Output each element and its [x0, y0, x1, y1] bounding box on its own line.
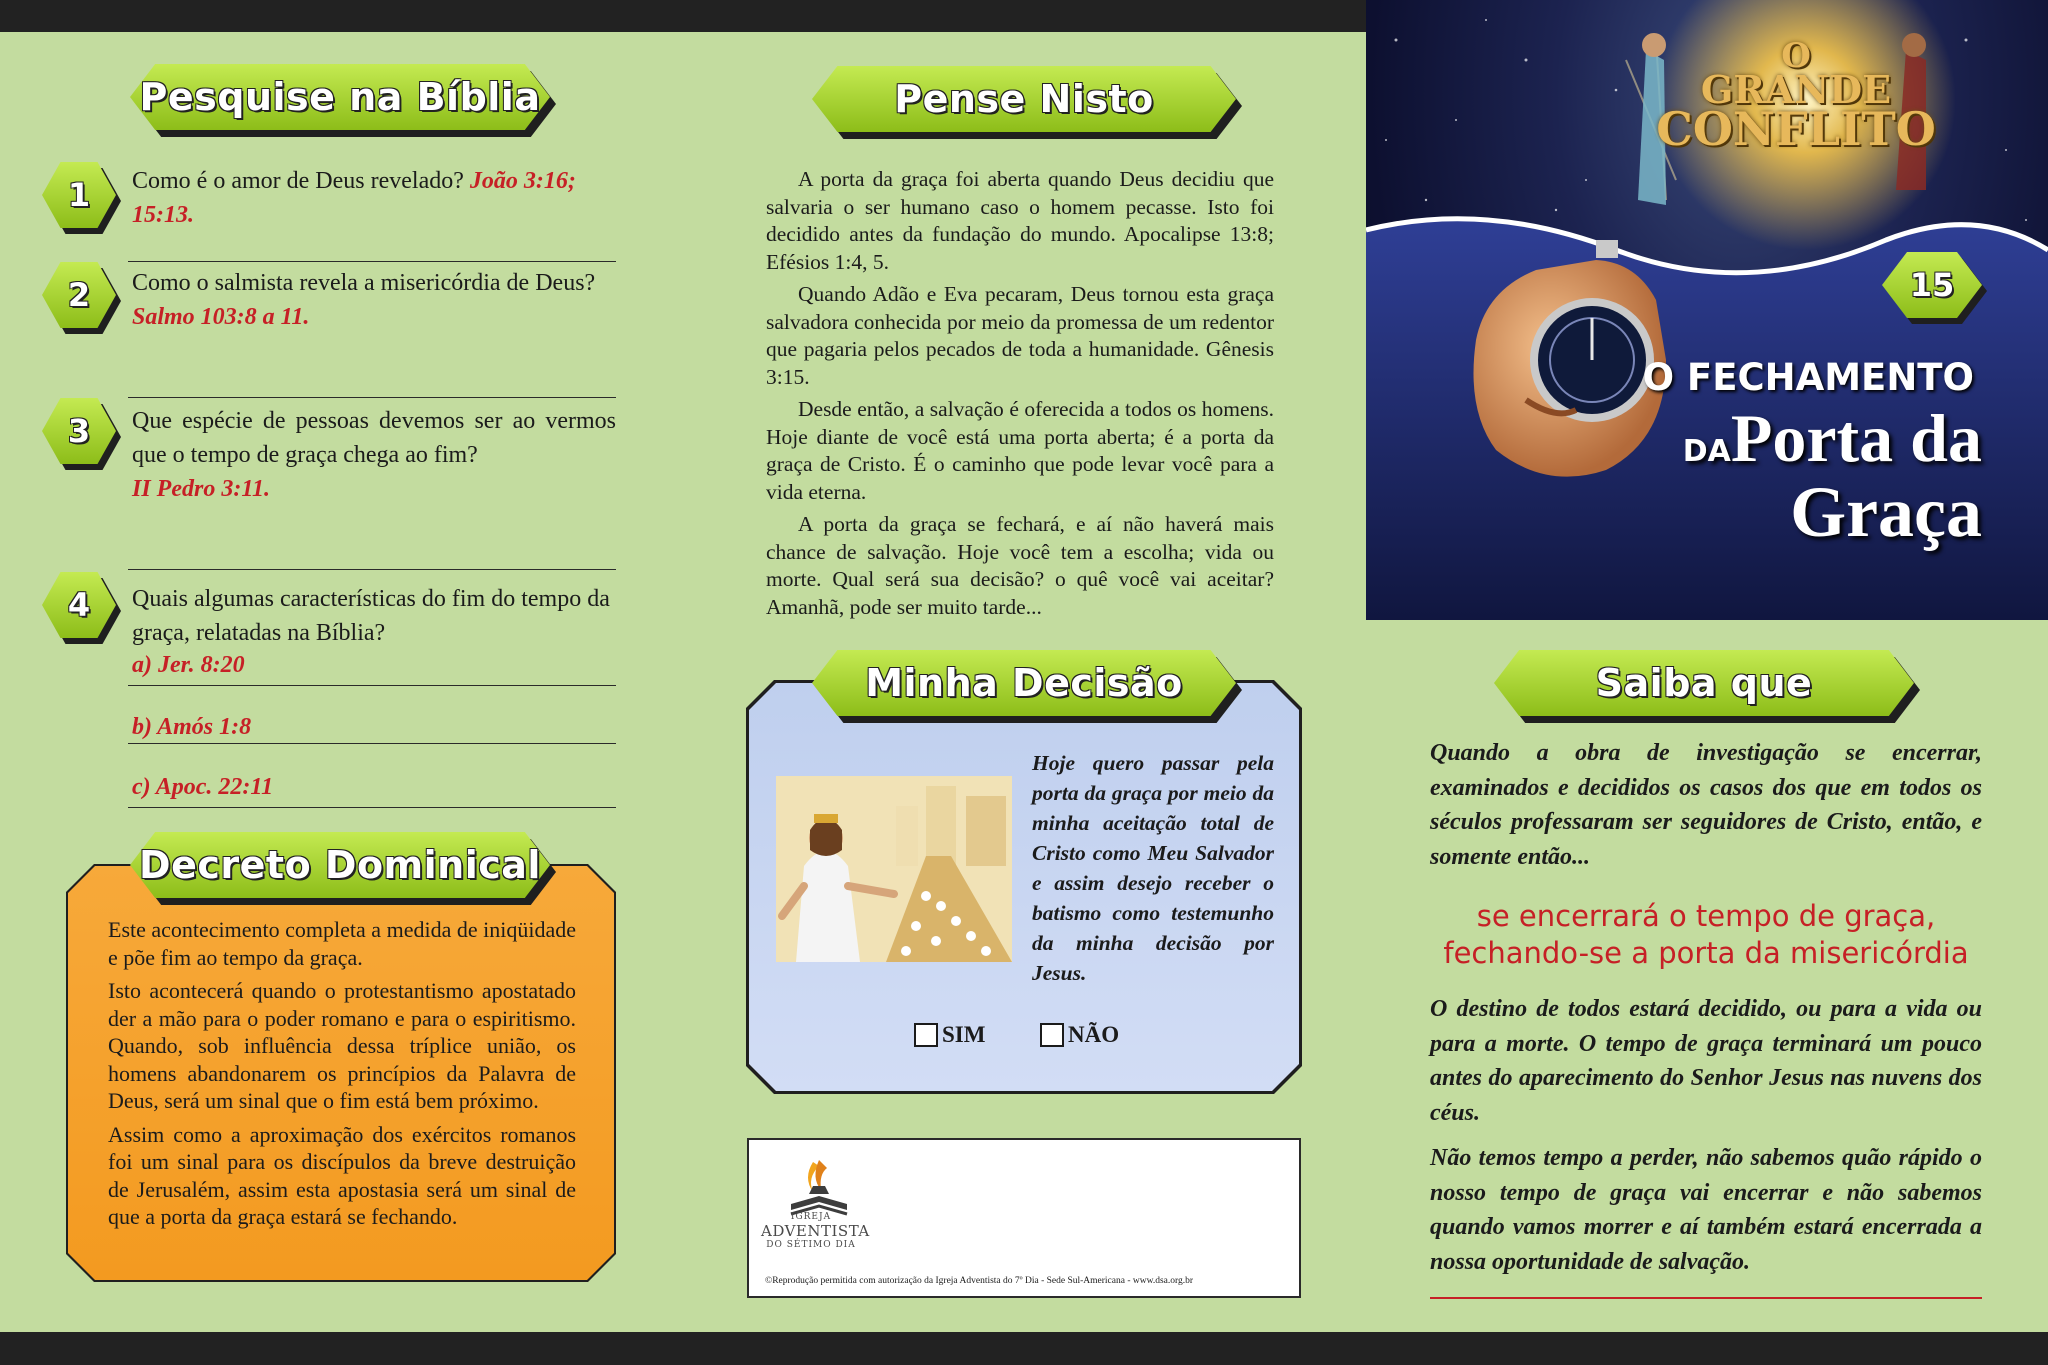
copyright-notice: ©Reprodução permitida com autorização da Igreja Adventista do 7º Dia - Sede Sul-Americana - www.dsa.org.br [765, 1276, 1194, 1286]
question-1: Como é o amor de Deus revelado? João 3:16; 15:13. [132, 168, 576, 228]
answer-line [128, 807, 616, 808]
decision-statement: Hoje quero passar pela porta da graça por meio da minha aceitação total de Cristo como Meu Salvador e assim desejo receber o batismo como testemunho da minha decisão por Jesus. [1032, 751, 1274, 985]
answer-line [128, 569, 616, 570]
answer-line [128, 743, 616, 744]
cover-title-line1: O FECHAMENTO [1642, 356, 1974, 399]
church-logo-box [747, 1138, 1301, 1298]
answer-line [128, 261, 616, 262]
checkbox-box[interactable] [914, 1023, 938, 1047]
series-logo: O GRANDE CONFLITO [1656, 36, 1936, 157]
saiba-paragraph-2: Não temos tempo a perder, não sabemos quão rápido o nosso tempo de graça vai encerrar e não sabemos quando vamos morrer e aí também estará encerrada a nossa oportunidade de salvação. [1430, 1145, 1982, 1275]
saiba-paragraph-1: O destino de todos estará decidido, ou para a vida ou para a morte. O tempo de graça terminará um pouco antes do aparecimento do Senhor Jesus nas nuvens dos céus. [1430, 996, 1982, 1126]
banner-minha-decisao [812, 650, 1236, 716]
banner-pesquise-na-biblia [130, 64, 550, 130]
banner-title: Pense Nisto [894, 77, 1154, 121]
checkbox-label: NÃO [1068, 1022, 1120, 1047]
checkbox-nao[interactable] [1040, 1022, 1119, 1048]
bible-reference: João 3:16; 15:13. [132, 168, 576, 228]
decreto-text: Este acontecimento completa a medida de iniqüidade e põe fim ao tempo da graça. Isto acontecerá quando o protestantismo apostatado der a mão para o poder romano e para o espiritismo. Quando, sob influência dessa tríplice união, os homens abandonarem os princípios da Palavra de Deus, será um sinal que o fim está bem próximo. Assim como a aproximação dos exércitos romanos foi um sinal para os discípulos da breve destruição de Jerusalém, assim esta apostasia será um sinal de que a porta da graça estará se fechando. [108, 917, 576, 1229]
bible-reference: Salmo 103:8 a 11. [132, 304, 310, 330]
checkbox-sim[interactable] [914, 1022, 985, 1048]
jesus-illustration [776, 776, 1012, 962]
answer-a: a) Jer. 8:20 [132, 652, 245, 678]
answer-b: b) Amós 1:8 [132, 714, 252, 740]
banner-title: Minha Decisão [865, 661, 1183, 705]
pense-nisto-text: A porta da graça foi aberta quando Deus decidiu que salvaria o ser humano caso o homem pecasse. Isto foi decidido antes da fundação do mundo. Apocalipse 13:8; Efésios 1:4, 5. Quando Adão e Eva pecaram, Deus tornou esta graça salvadora conhecida por meio da promessa de um redentor que pagaria pelos pecados de toda a humanidade. Gênesis 3:15. Desde então, a salvação é oferecida a todos os homens. Hoje diante de você está uma porta aberta; é a porta da graça de Cristo. É o caminho que pode levar você para a vida eterna. A porta da graça se fechará, e aí não haverá mais chance de salvação. Hoje você tem a escolha; vida ou morte. Qual será sua decisão? o quê você vai aceitar? Amanhã, pode ser muito tarde... [766, 167, 1274, 619]
banner-title: Decreto Dominical [139, 843, 541, 887]
checkbox-label: SIM [942, 1022, 986, 1047]
checkbox-box[interactable] [1040, 1023, 1064, 1047]
question-number-3: 3 [42, 398, 116, 464]
answer-line [128, 685, 616, 686]
cover-title-line2: DAPorta da [1682, 400, 1982, 476]
church-name: IGREJA ADVENTISTA DO SÉTIMO DIA [761, 1212, 870, 1250]
red-divider [1430, 1297, 1982, 1299]
question-2: Como o salmista revela a misericórdia de Deus? Salmo 103:8 a 11. [132, 270, 596, 330]
question-number-4: 4 [42, 572, 116, 638]
lesson-number-badge: 15 [1882, 252, 1982, 318]
banner-title: Pesquise na Bíblia [139, 75, 541, 119]
saiba-highlight: se encerrará o tempo de graça, fechando-se a porta da misericórdia [1443, 899, 1969, 970]
question-3: Que espécie de pessoas devemos ser ao vermos que o tempo de graça chega ao fim? II Pedro 3:11. [132, 408, 616, 502]
question-number-2: 2 [42, 262, 116, 328]
banner-saiba-que [1494, 650, 1914, 716]
answer-c: c) Apoc. 22:11 [132, 774, 274, 800]
question-number-1: 1 [42, 162, 116, 228]
bottom-border [0, 1332, 2048, 1365]
cover-title-line3: Graça [1790, 472, 1982, 552]
banner-decreto-dominical [130, 832, 550, 898]
question-4: Quais algumas características do fim do tempo da graça, relatadas na Bíblia? [132, 586, 610, 646]
banner-pense-nisto [812, 66, 1236, 132]
saiba-intro-text: Quando a obra de investigação se encerrar, examinados e decididos os casos dos que em todos os séculos professaram ser seguidores de Cristo, então, e somente então... [1430, 740, 1982, 870]
bible-reference: II Pedro 3:11. [132, 476, 270, 502]
answer-line [128, 397, 616, 398]
banner-title: Saiba que [1595, 661, 1813, 705]
